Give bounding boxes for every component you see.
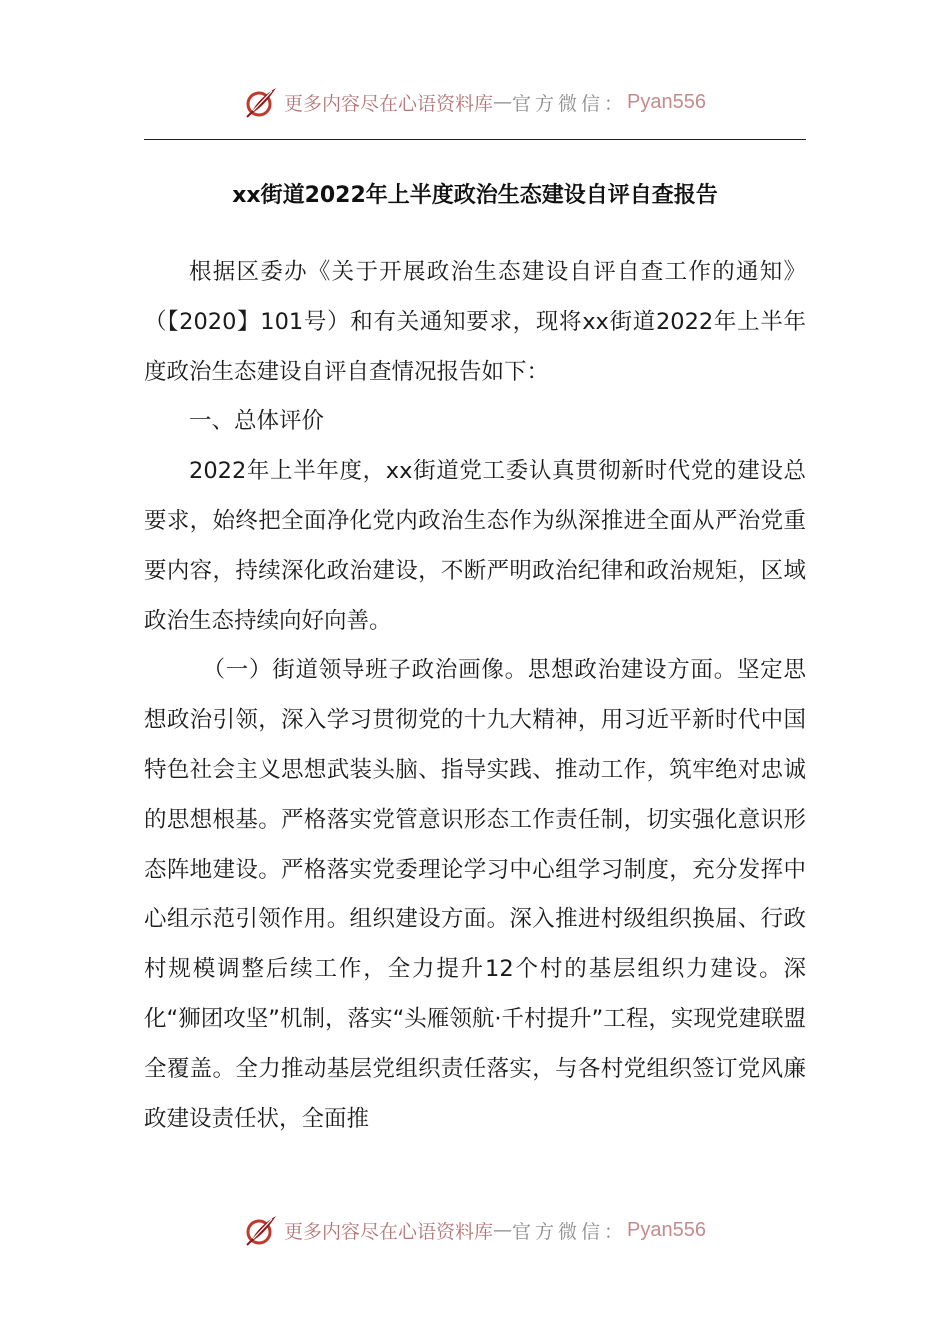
header-divider (144, 139, 806, 140)
paragraph-leadership: （一）街道领导班子政治画像。思想政治建设方面。坚定思想政治引领，深入学习贯彻党的十九大精神，用习近平新时代中国特色社会主义思想武装头脑、指导实践、推动工作，筑牢绝对忠诚的思想根基。严格落实党管意识形态工作责任制，切实强化意识形态阵地建设。严格落实党委理论学习中心组学习制度，充分发挥中心组示范引领作用。组织建设方面。深入推进村级组织换届、行政村规模调整后续工作，全力提升12个村的基层组织力建设。深化“狮团攻坚”机制，落实“头雁领航·千村提升”工程，实现党建联盟全覆盖。全力推动基层党组织责任落实，与各村党组织签订党风廉政建设责任状，全面推 (144, 657, 806, 1132)
wechat-label: 官方微信： (512, 92, 628, 115)
quill-logo-icon (244, 85, 278, 119)
promo-separator: — (493, 91, 513, 113)
header-watermark (0, 82, 950, 122)
document-title: xx街道2022年上半度政治生态建设自评自查报告 (232, 183, 718, 208)
paragraph-overview: 2022年上半年度，xx街道党工委认真贯彻新时代党的建设总要求，始终把全面净化党内政治生态作为纵深推进全面从严治党重要内容，持续深化政治建设，不断严明政治纪律和政治规矩，区域政治生态持续向好向善。 (144, 458, 806, 634)
wechat-account: Pyan556 (627, 1218, 706, 1241)
wechat-account: Pyan556 (627, 90, 706, 113)
quill-logo-icon (244, 1213, 278, 1247)
footer-watermark (0, 1210, 950, 1250)
promo-separator: — (493, 1219, 513, 1241)
section-heading: 一、总体评价 (189, 408, 325, 435)
promo-text: 更多内容尽在心语资料库 (284, 92, 494, 115)
wechat-label: 官方微信： (512, 1220, 628, 1243)
promo-text: 更多内容尽在心语资料库 (284, 1220, 494, 1243)
paragraph-intro: 根据区委办《关于开展政治生态建设自评自查工作的通知》（【2020】101号）和有关通知要求，现将xx街道2022年上半年度政治生态建设自评自查情况报告如下： (144, 259, 806, 385)
document-body (144, 248, 806, 1144)
